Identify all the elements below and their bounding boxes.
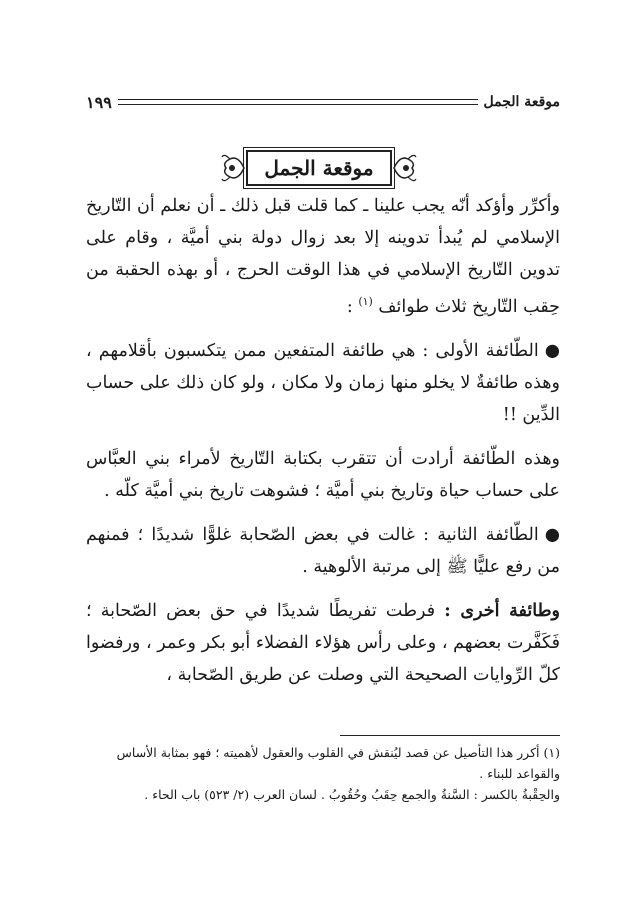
footnotes <box>86 742 560 805</box>
footnote-1 <box>86 742 560 784</box>
right-ornament-icon <box>392 151 418 185</box>
footnote-2-text: والحِقْبةُ بالكسر : السَّنةُ والجمع حِقَبُ وحُقُوبُ . لسان العرب (٢/ ٥٢٣) باب الحاء . <box>144 787 560 802</box>
paragraph-1 <box>86 190 560 323</box>
paragraph-3 <box>86 443 560 507</box>
chapter-title-frame <box>0 146 638 190</box>
footnote-ref-1: (١) <box>358 295 373 308</box>
header-rule <box>118 99 478 105</box>
paragraph-5-text: فرطت تفريطًا شديدًا في حق بعض الصّحابة ؛ فَكَفَّرت بعضهم ، وعلى رأس هؤلاء الفضلاء أبو بكر وعمر ، ورفضوا كلّ الرِّوايات الصحيحة التي وصلت عن طريق الصّحابة ، <box>86 600 560 685</box>
footnote-rule <box>340 735 560 736</box>
page-header <box>86 90 560 114</box>
chapter-title <box>220 146 417 190</box>
paragraph-5 <box>86 595 560 691</box>
footnote-1-number: (١) <box>543 745 560 760</box>
paragraph-4 <box>86 519 560 583</box>
paragraph-5-heading: وطائفة أخرى : <box>444 600 560 621</box>
footnote-2 <box>86 784 560 805</box>
running-title: موقعة الجمل <box>483 94 560 110</box>
paragraph-3-text: وهذه الطّائفة أرادت أن تتقرب بكتابة التّاريخ لأمراء بني العبَّاس على حساب حياة وتاريخ بني أميَّة ؛ فشوهت تاريخ بني أميَّة كلّه . <box>86 448 560 501</box>
bullet-icon: ● <box>544 340 560 361</box>
paragraph-2-text: الطّائفة الأولى : هي طائفة المتفعين ممن يتكسبون بأقلامهم ، وهذه طائفةٌ لا يخلو منها زمان ولا مكان ، ولو كان ذلك على حساب الدِّين !! <box>86 340 560 425</box>
body-text <box>86 190 560 691</box>
bullet-icon: ● <box>544 524 560 545</box>
page-number: ١٩٩ <box>86 92 112 112</box>
paragraph-1-text: وأكرِّر وأؤكد أنّه يجب علينا ـ كما قلت قبل ذلك ـ أن نعلم أن التّاريخ الإسلامي لم يُبدأ تدوينه إلا بعد زوال دولة بني أميَّة ، وقام على تدوين التّاريخ الإسلامي في هذا الوقت الحرج ، أو بهذه الحقبة من حِقب التّاريخ ثلاث طوائف <box>86 196 560 317</box>
chapter-title-text: موقعة الجمل <box>246 150 391 186</box>
footnote-1-text: أكرر هذا التأصيل عن قصد ليُنقش في القلوب والعقول لأهميته ؛ فهو بمثابة الأساس والقواعد للبناء . <box>116 745 560 781</box>
paragraph-4-text: الطّائفة الثانية : غالت في بعض الصّحابة غلوًّا شديدًا ؛ فمنهم من رفع عليًّا ﷺ إلى مرتبة الألوهية . <box>86 524 560 577</box>
paragraph-2 <box>86 335 560 431</box>
left-ornament-icon <box>220 151 246 185</box>
paragraph-1-end: : <box>346 296 353 317</box>
